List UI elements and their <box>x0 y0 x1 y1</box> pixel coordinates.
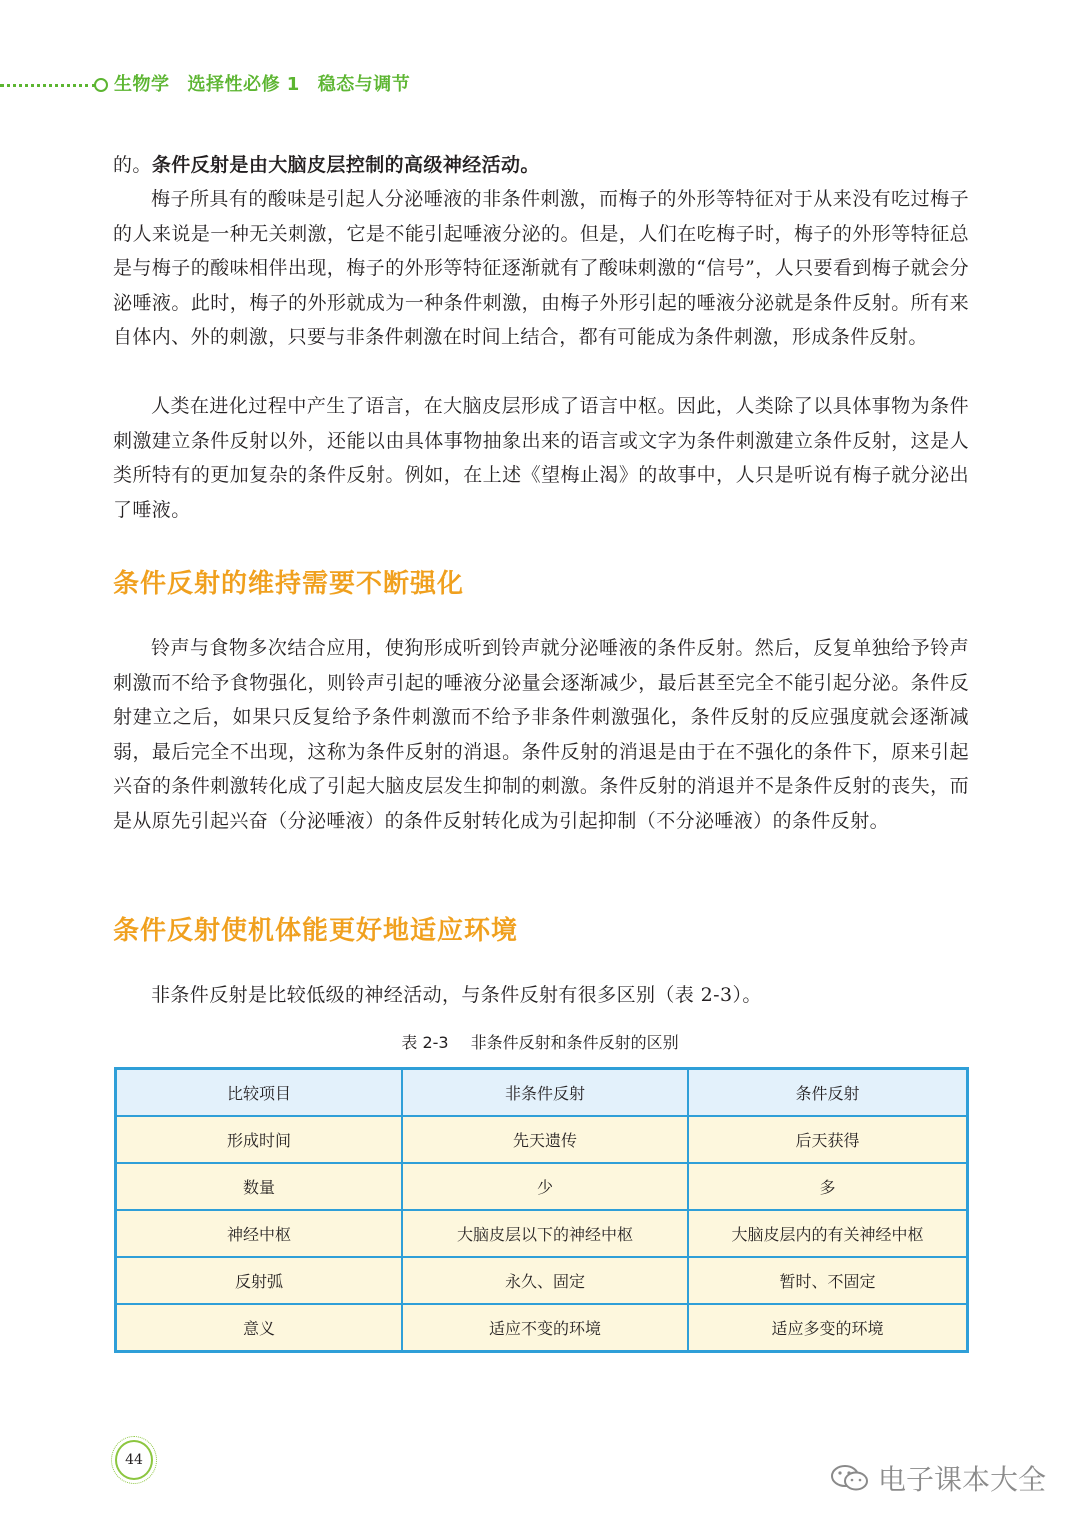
header-text <box>114 70 428 96</box>
table-cell: 多 <box>688 1163 968 1210</box>
header-circle-icon <box>94 78 108 92</box>
section-title-reinforcement: 条件反射的维持需要不断强化 <box>113 569 465 599</box>
table-cell: 大脑皮层以下的神经中枢 <box>402 1210 688 1257</box>
table-header-cell: 条件反射 <box>688 1069 968 1117</box>
table-row <box>116 1163 968 1210</box>
table-cell: 神经中枢 <box>116 1210 403 1257</box>
table-cell: 适应不变的环境 <box>402 1304 688 1352</box>
table-cell: 大脑皮层内的有关神经中枢 <box>688 1210 968 1257</box>
table-cell: 反射弧 <box>116 1257 403 1304</box>
table-header-cell: 非条件反射 <box>402 1069 688 1117</box>
table-row <box>116 1304 968 1352</box>
table-header-row <box>116 1069 968 1117</box>
table-header-cell: 比较项目 <box>116 1069 403 1117</box>
page-number: 44 <box>115 1440 153 1480</box>
wechat-icon <box>830 1463 870 1493</box>
header-dotted-line <box>0 84 96 87</box>
header-subject: 生物学 <box>114 74 170 95</box>
section-title-adaptation: 条件反射使机体能更好地适应环境 <box>113 916 519 946</box>
table-cell: 形成时间 <box>116 1116 403 1163</box>
paragraph-0-lead: 的。 <box>113 154 152 176</box>
comparison-table <box>114 1067 969 1353</box>
table-row <box>116 1257 968 1304</box>
paragraph-0-bold: 条件反射是由大脑皮层控制的高级神经活动。 <box>151 154 540 176</box>
table-cell: 后天获得 <box>688 1116 968 1163</box>
table-cell: 先天遗传 <box>402 1116 688 1163</box>
running-header <box>0 68 600 104</box>
table-cell: 永久、固定 <box>402 1257 688 1304</box>
watermark-text: 电子课本大全 <box>878 1463 1047 1496</box>
watermark <box>830 1458 1046 1498</box>
table-cell: 意义 <box>116 1304 403 1352</box>
paragraph-1: 梅子所具有的酸味是引起人分泌唾液的非条件刺激，而梅子的外形等特征对于从来没有吃过梅子的人来说是一种无关刺激，它是不能引起唾液分泌的。但是，人们在吃梅子时，梅子的外形等特征总是与梅子的酸味相伴出现，梅子的外形等特征逐渐就有了酸味刺激的“信号”，人只要看到梅子就会分泌唾液。此时，梅子的外形就成为一种条件刺激，由梅子外形引起的唾液分泌就是条件反射。所有来自体内、外的刺激，只要与非条件刺激在时间上结合，都有可能成为条件刺激，形成条件反射。 <box>113 188 969 348</box>
header-volume: 稳态与调节 <box>317 74 411 95</box>
paragraph-0 <box>113 148 969 183</box>
paragraph-2: 人类在进化过程中产生了语言，在大脑皮层形成了语言中枢。因此，人类除了以具体事物为条件刺激建立条件反射以外，还能以由具体事物抽象出来的语言或文字为条件刺激建立条件反射，这是人类所特有的更加复杂的条件反射。例如，在上述《望梅止渴》的故事中，人只是听说有梅子就分泌出了唾液。 <box>113 395 969 521</box>
paragraph-4: 非条件反射是比较低级的神经活动，与条件反射有很多区别（表 2-3）。 <box>151 984 762 1006</box>
table-caption-number: 表 2-3 <box>401 1033 449 1052</box>
table-cell: 少 <box>402 1163 688 1210</box>
table-caption <box>0 1030 1080 1053</box>
table-cell: 数量 <box>116 1163 403 1210</box>
table-cell: 适应多变的环境 <box>688 1304 968 1352</box>
table-row <box>116 1116 968 1163</box>
paragraph-3: 铃声与食物多次结合应用，使狗形成听到铃声就分泌唾液的条件反射。然后，反复单独给予铃声刺激而不给予食物强化，则铃声引起的唾液分泌量会逐渐减少，最后甚至完全不能引起分泌。条件反射建立之后，如果只反复给予条件刺激而不给予非条件刺激强化，条件反射的反应强度就会逐渐减弱，最后完全不出现，这称为条件反射的消退。条件反射的消退是由于在不强化的条件下，原来引起兴奋的条件刺激转化成了引起大脑皮层发生抑制的刺激。条件反射的消退并不是条件反射的丧失，而是从原先引起兴奋（分泌唾液）的条件反射转化成为引起抑制（不分泌唾液）的条件反射。 <box>113 637 969 832</box>
table-caption-title: 非条件反射和条件反射的区别 <box>470 1033 679 1052</box>
table-cell: 暂时、不固定 <box>688 1257 968 1304</box>
table-row <box>116 1210 968 1257</box>
header-book: 选择性必修 1 <box>187 74 300 95</box>
